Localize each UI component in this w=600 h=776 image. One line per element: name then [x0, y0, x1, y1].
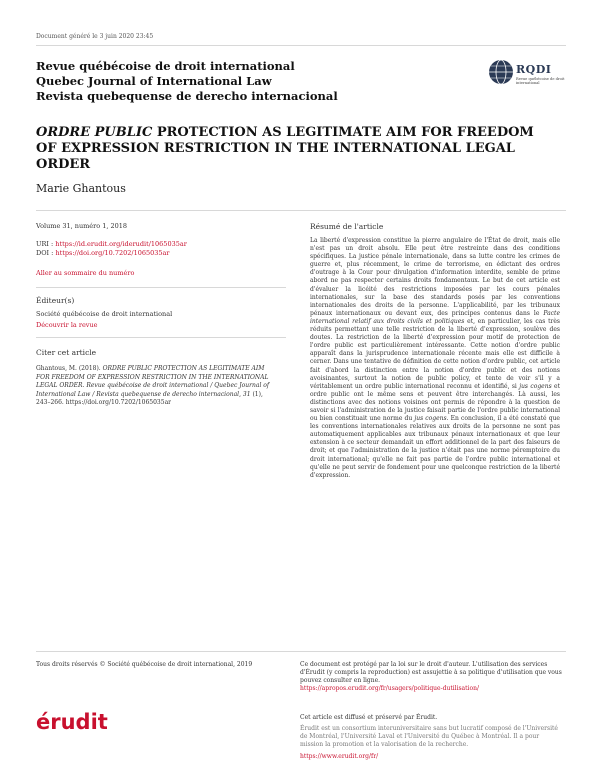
copyright-notice: [300, 661, 562, 693]
journal-name-es: Revista quebequense de derecho internacional: [36, 89, 338, 103]
abstract-part-3: et ordre public ont le même sens et peuvent être interchangés. Là aussi, les distinctions avec des notions voisines ont permis de répondre à la question de savoir si l'administration de la justice faisait partie de l'ordre public international ou bien constituait une norme du: [310, 382, 560, 423]
abstract-part-4: . En conclusion, il a été constaté que les conventions internationales relatives aux droits de la personne ne sont pas automatiquement applicables aux tribunaux pénaux internationaux et que leur extension à ce secteur demandait un effort additionnel de la part des faiseurs de droit; et que l'administration de la justice n'était pas une norme péremptoire du droit international; qu'elle ne fait pas partie de l'ordre public international et qu'elle ne peut servir de fondement pour une quelconque restriction de la liberté d'expression.: [310, 415, 560, 479]
citation-volume: 31: [242, 390, 251, 398]
publisher-label: Éditeur(s): [36, 296, 75, 305]
left-divider-2: [36, 337, 286, 338]
uri-line: [36, 240, 286, 249]
doi-link[interactable]: https://doi.org/10.7202/1065035ar: [55, 249, 170, 257]
footer-divider: [36, 651, 566, 652]
uri-label: URI :: [36, 240, 56, 248]
abstract-part-2: et, en particulier, les cas très réduits permettant une telle restriction de la liberté d'expression, soulève des doutes. La restriction de la liberté d'expression pour motif de protection de l'ordre public est particulièrement intéressante. Cette notion d'ordre public apparaît dans la jurisprudence internationale récente mais elle est difficile à cerner. Dans une tentative de définition de cette notion d'ordre public, cet article fait d'abord la distinction entre la notion d'ordre public et des notions avoisinantes, surtout la notion de public policy, et tente de voir s'il y a véritablement un ordre public international reconnu et identifié, si: [310, 317, 560, 390]
logo-acronym: RQDI: [516, 63, 552, 76]
erudit-link[interactable]: https://www.erudit.org/fr/: [300, 753, 379, 760]
erudit-title: Cet article est diffusé et préservé par Érudit.: [300, 714, 438, 721]
globe-icon: [488, 59, 514, 85]
left-divider-1: [36, 287, 286, 288]
policy-link[interactable]: https://apropos.erudit.org/fr/usagers/politique-dutilisation/: [300, 685, 479, 692]
citation-pages-doi: (1), 243–266. https://doi.org/10.7202/1065035ar: [36, 390, 263, 407]
citation-sep: .: [82, 382, 87, 390]
cite-label: Citer cet article: [36, 348, 97, 357]
logo-subtitle: Revue québécoise de droit international: [516, 77, 565, 85]
article-title: [36, 125, 556, 173]
abstract-section: [310, 222, 560, 480]
journal-name-fr: Revue québécoise de droit international: [36, 59, 295, 73]
abstract-part-1: La liberté d'expression constitue la pierre angulaire de l'État de droit, mais elle n'est pas un droit absolu. Elle peut être restreinte dans des conditions spécifiques. La justice pénale internationale, dans sa lutte contre les crimes de guerre et, plus récemment, le crime de terrorisme, en édictant des ordres d'outrage à la Cour pour divulgation d'information interdite, semble de prime abord ne pas respecter certains droits fondamentaux. Le but de cet article est d'évaluer la licéité des restrictions imposées par les cours pénales internationales, sur la base des standards posés par les conventions internationales des droits de la personne. L'applicabilité, par les tribunaux pénaux internationaux ou devant eux, des principes contenus dans le: [310, 237, 560, 317]
uri-link[interactable]: https://id.erudit.org/iderudit/1065035ar: [55, 240, 187, 248]
top-divider: [36, 45, 566, 46]
citation-sep-2: ,: [239, 390, 243, 398]
erudit-logo: érudit: [36, 710, 108, 734]
abstract-jus-cogens-2: jus cogens: [414, 415, 447, 423]
summary-link[interactable]: Aller au sommaire du numéro: [36, 269, 135, 277]
abstract-pacte: Pacte international relatif aux droits civils et politiques: [310, 309, 560, 325]
volume-info: Volume 31, numéro 1, 2018: [36, 222, 128, 230]
generated-date: Document généré le 3 juin 2020 23:45: [36, 33, 154, 40]
title-italic: ORDRE PUBLIC: [36, 125, 153, 140]
abstract-text: [310, 237, 560, 480]
abstract-jus-cogens-1: jus cogens: [519, 382, 552, 390]
copyright-text: Ce document est protégé par la loi sur le droit d'auteur. L'utilisation des services d'Érudit (y compris la reproduction) est assujettie à sa politique d'utilisation que vous pouvez consulter en ligne.: [300, 661, 562, 684]
citation-author: Ghantous, M. (2018).: [36, 365, 103, 372]
erudit-info: [300, 714, 562, 761]
doi-label: DOI :: [36, 249, 56, 257]
title-rest: PROTECTION AS LEGITIMATE AIM FOR FREEDOM OF EXPRESSION RESTRICTION IN THE INTERNATIONAL LEGAL ORDER: [36, 125, 534, 172]
identifiers: [36, 240, 286, 258]
journal-name-en: Quebec Journal of International Law: [36, 74, 272, 88]
meta-divider: [36, 210, 566, 211]
abstract-label: Résumé de l'article: [310, 222, 384, 231]
discover-link[interactable]: Découvrir la revue: [36, 321, 98, 329]
citation-title: ORDRE PUBLIC PROTECTION AS LEGITIMATE AIM FOR FREEDOM OF EXPRESSION RESTRICTION IN THE INTERNATIONAL LEGAL ORDER: [36, 365, 269, 390]
article-author: Marie Ghantous: [36, 182, 126, 195]
citation-text: [36, 365, 278, 408]
erudit-description: Érudit est un consortium interuniversitaire sans but lucratif composé de l'Université de Montréal, l'Université Laval et l'Université du Québec à Montréal. Il a pour mission la promotion et la valorisation de la recherche.: [300, 725, 558, 748]
rights-notice: Tous droits réservés © Société québécoise de droit international, 2019: [36, 661, 253, 668]
journal-names: [36, 59, 338, 104]
citation-journal: Revue québécoise de droit international / Quebec Journal of International Law / Revista quebequense de derecho internacional: [36, 382, 270, 398]
journal-logo: [488, 59, 568, 95]
doi-line: [36, 249, 286, 258]
publisher-name: Société québécoise de droit international: [36, 310, 173, 318]
